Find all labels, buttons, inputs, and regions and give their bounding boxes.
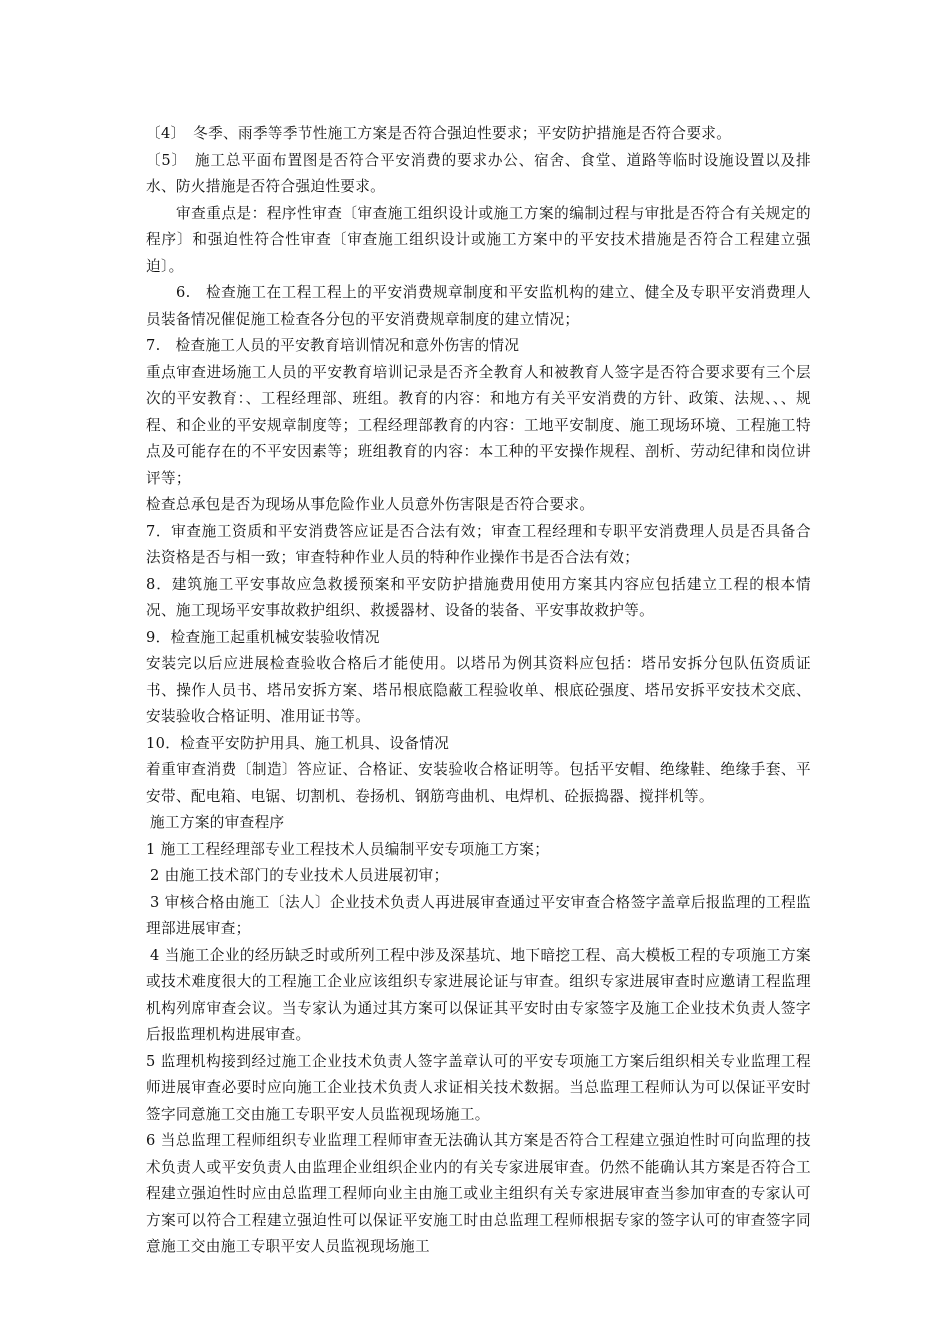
document-body	[146, 121, 811, 1261]
paragraph-equipment-review: 着重审查消费〔制造〕答应证、合格证、安装验收合格证明等。包括平安帽、绝缘鞋、绝缘手套、平安带、配电箱、电锯、切割机、卷扬机、钢筋弯曲机、电焊机、砼振捣器、搅拌机等。	[146, 761, 811, 805]
paragraph-item-6: 6. 检查施工在工程工程上的平安消费规章制度和平安监机构的建立、健全及专职平安消费理人员装备情况催促施工检查各分包的平安消费规章制度的建立情况；	[146, 284, 811, 328]
heading-item-9: 9．检查施工起重机械安装验收情况	[146, 628, 380, 646]
procedure-step-2: 2 由施工技术部门的专业技术人员进展初审；	[150, 867, 449, 884]
heading-item-7: 7. 检查施工人员的平安教育培训情况和意外伤害的情况	[146, 337, 520, 354]
heading-item-10: 10．检查平安防护用具、施工机具、设备情况	[146, 734, 450, 752]
procedure-step-6: 6 当总监理工程师组织专业监理工程师审查无法确认其方案是否符合工程建立强迫性时可向监理的技术负责人或平安负责人由监理企业组织企业内的有关专家进展审查。仍然不能确认其方案是否符合工程建立强迫性时应由总监理工程师向业主由施工或业主组织有关专家进展审查当参加审查的专家认可方案可以符合工程建立强迫性可以保证平安施工时由总监理工程师根据专家的签字认可的审查签字同意施工交由施工专职平安人员监视现场施工	[146, 1132, 811, 1255]
paragraph-accident-insurance: 检查总承包是否为现场从事危险作业人员意外伤害限是否符合要求。	[146, 496, 595, 513]
procedure-step-1: 1 施工工程经理部专业工程技术人员编制平安专项施工方案；	[146, 840, 550, 858]
heading-review-procedure: 施工方案的审查程序	[150, 814, 285, 831]
paragraph-winter-rain-plan: 〔4〕 冬季、雨季等季节性施工方案是否符合强迫性要求；平安防护措施是否符合要求。	[146, 125, 732, 142]
paragraph-qualification-review: 7．审查施工资质和平安消费答应证是否合法有效；审查工程经理和专职平安消费理人员是否具备合法资格是否与相一致；审查特种作业人员的特种作业操作书是否合法有效；	[146, 522, 811, 566]
paragraph-emergency-plan: 8．建筑施工平安事故应急救援预案和平安防护措施费用使用方案其内容应包括建立工程的根本情况、施工现场平安事故救护组织、救援器材、设备的装备、平安事故救护等。	[146, 575, 811, 619]
paragraph-safety-education: 重点审查进场施工人员的平安教育培训记录是否齐全教育人和被教育人签字是否符合要求要有三个层次的平安教育：、工程经理部、班组。教育的内容：和地方有关平安消费的方针、政策、法规、、、规程、和企业的平安规章制度等；工程经理部教育的内容：工地平安制度、施工现场环境、工程施工特点及可能存在的不平安因素等；班组教育的内容：本工种的平安操作规程、剖析、劳动纪律和岗位讲评等；	[146, 363, 811, 487]
procedure-step-4: 4 当施工企业的经历缺乏时或所列工程中涉及深基坑、地下暗挖工程、高大模板工程的专项施工方案或技术难度很大的工程施工企业应该组织专家进展论证与审查。组织专家进展审查时应邀请工程监理机构列席审查会议。当专家认为通过其方案可以保证其平安时由专家签字及施工企业技术负责人签字后报监理机构进展审查。	[146, 946, 811, 1043]
paragraph-review-focus: 审查重点是：程序性审查〔审查施工组织设计或施工方案的编制过程与审批是否符合有关规定的程序〕和强迫性符合性审查〔审查施工组织设计或施工方案中的平安技术措施是否符合工程建立强迫〕。	[146, 204, 811, 275]
procedure-step-5: 5 监理机构接到经过施工企业技术负责人签字盖章认可的平安专项施工方案后组织相关专业监理工程师进展审查必要时应向施工企业技术负责人求证相关技术数据。当总监理工程师认为可以保证平安时签字同意施工交由施工专职平安人员监视现场施工。	[146, 1052, 811, 1123]
procedure-step-3: 3 审核合格由施工〔法人〕企业技术负责人再进展审查通过平安审查合格签字盖章后报监理的工程监理部进展审查；	[146, 893, 811, 937]
paragraph-crane-acceptance: 安装完以后应进展检查验收合格后才能使用。以塔吊为例其资料应包括：塔吊安拆分包队伍资质证书、操作人员书、塔吊安拆方案、塔吊根底隐蔽工程验收单、根底砼强度、塔吊安拆平安技术交底、安装验收合格证明、准用证书等。	[146, 655, 811, 725]
paragraph-site-layout: 〔5〕 施工总平面布置图是否符合平安消费的要求办公、宿舍、食堂、道路等临时设施设置以及排水、防火措施是否符合强迫性要求。	[146, 151, 811, 195]
